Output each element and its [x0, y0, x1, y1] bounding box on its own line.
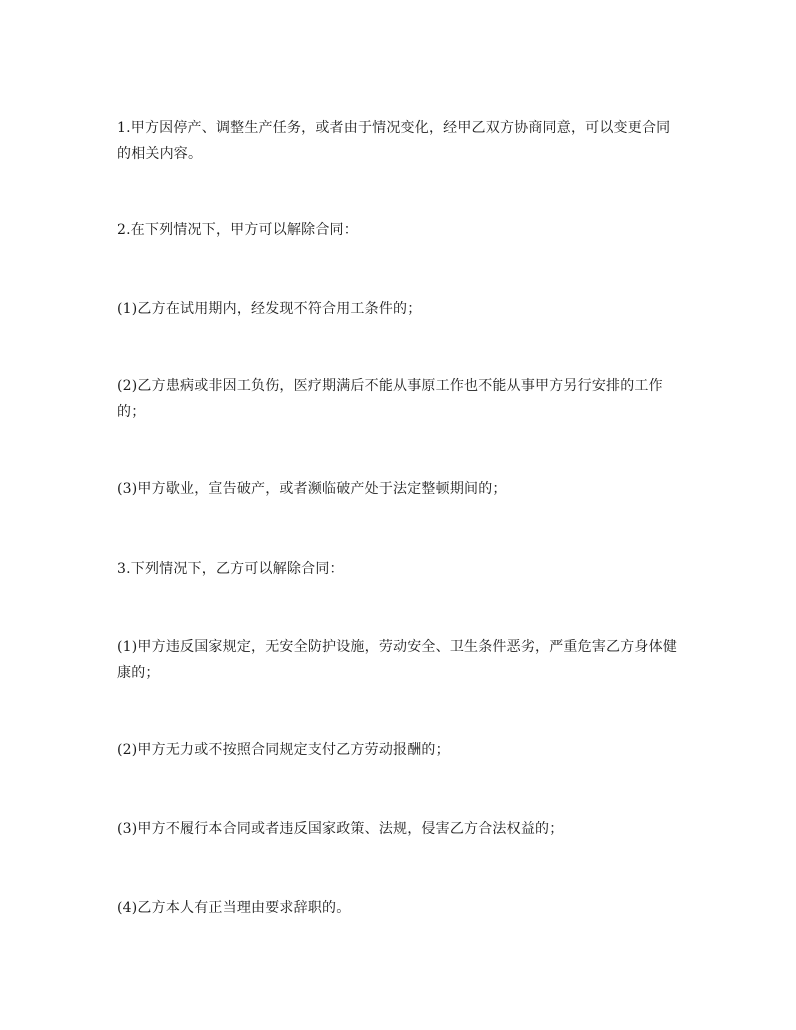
paragraph-2-item-1: (1)乙方在试用期内，经发现不符合用工条件的；: [117, 301, 422, 317]
paragraph-3-item-1: (1)甲方违反国家规定，无安全防护设施，劳动安全、卫生条件恶劣，严重危害乙方身体健康的；: [117, 639, 678, 681]
paragraph-3-item-4: (4)乙方本人有正当理由要求辞职的。: [117, 900, 351, 916]
paragraph-3-item-3: (3)甲方不履行本合同或者违反国家政策、法规，侵害乙方合法权益的；: [117, 821, 564, 837]
paragraph-3-item-2: (2)甲方无力或不按照合同规定支付乙方劳动报酬的；: [117, 742, 450, 758]
paragraph-1-contract-change: 1.甲方因停产、调整生产任务，或者由于情况变化，经甲乙双方协商同意，可以变更合同的相关内容。: [117, 120, 671, 162]
paragraph-2-item-2: (2)乙方患病或非因工负伤，医疗期满后不能从事原工作也不能从事甲方另行安排的工作的；: [117, 378, 663, 420]
paragraph-2-employer-termination: 2.在下列情况下，甲方可以解除合同：: [117, 222, 358, 238]
paragraph-3-employee-termination: 3.下列情况下，乙方可以解除合同：: [117, 561, 344, 577]
paragraph-2-item-3: (3)甲方歇业，宣告破产，或者濒临破产处于法定整顿期间的；: [117, 481, 507, 497]
